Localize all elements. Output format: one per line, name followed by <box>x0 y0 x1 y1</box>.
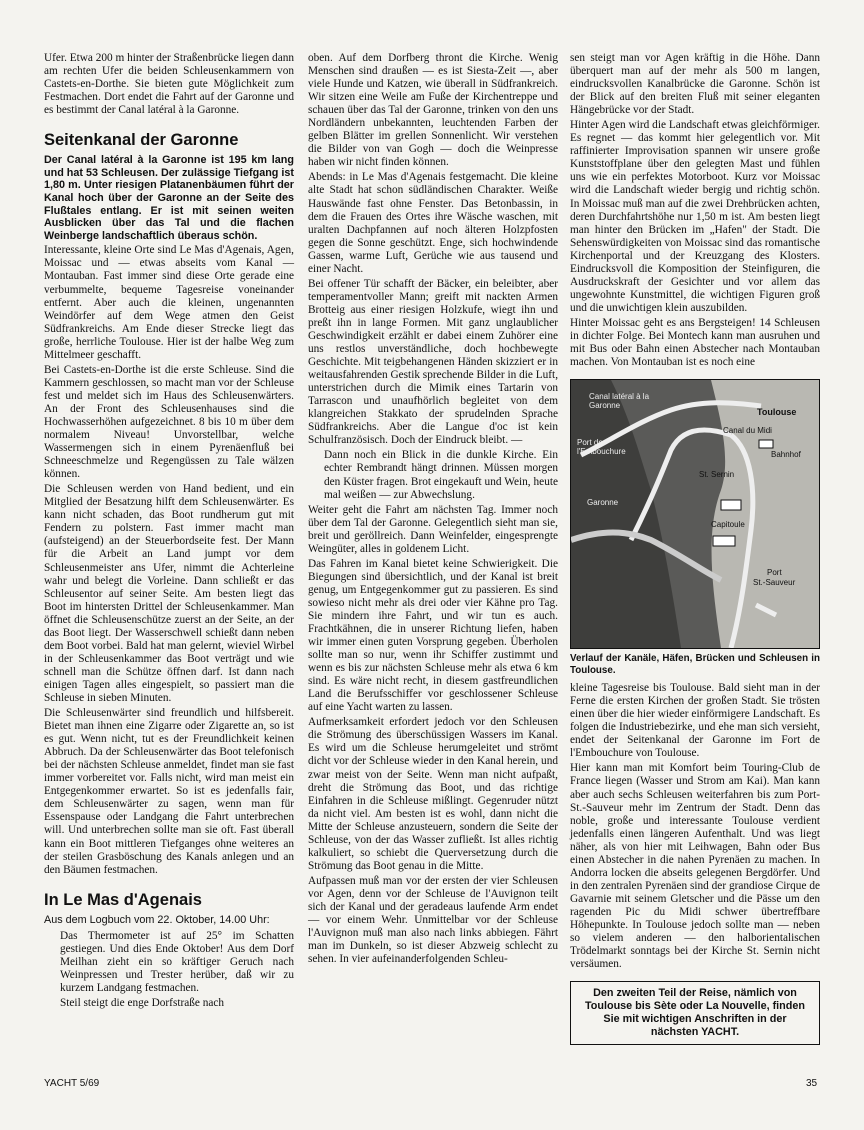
map-label: Garonne <box>587 498 619 508</box>
logbook-entry: Das Thermometer ist auf 25° im Schatten gestiegen. Und dies Ende Oktober! Aus dem Dorf Meilhan zieht ein so kräftiger Geruch nach Weinpressen und Trester herüber, daß wir zu kurzem Landgang festmachen. <box>60 930 294 995</box>
map-graphic <box>571 380 819 648</box>
map-label: Canal latéral à la Garonne <box>589 392 650 411</box>
paragraph: Bei offener Tür schafft der Bäcker, ein beleibter, aber temperamentvoller Mann; greift mit nackten Armen Brotteig aus einer riesigen Holzkufe, wiegt ihn und preßt ihn in lange Formen. Mit ganz unglaublicher Geschwindigkeit erzählt er dabei einem Zuhörer eine uns restlos unverständliche, doch hochbewegte Geschichte. Mit teigbehangenen Händen skizziert er in weitausfahrenden Gestik sprechende Bilder in die Luft, unterstrichen durch die Mimik eines Tartarin von Tarrascon und unaufhörlich begleitet von dem klangreichen Stakkato der sprudelnden Sprache Südfrankreichs. Aber die Langue d'oc ist kein Schulfranzösisch. Doch der Eindruck bleibt. — <box>308 277 559 447</box>
column-3 <box>570 52 820 1045</box>
next-issue-box: Den zweiten Teil der Reise, nämlich von Toulouse bis Sète oder La Nouvelle, finden Sie mit wichtigen Anschriften in der nächsten YACHT. <box>570 981 820 1045</box>
paragraph: Weiter geht die Fahrt am nächsten Tag. Immer noch über dem Tal der Garonne. Gelegentlich sieht man sie, breit und geröllreich. Dann Weinfelder, eingesprengte Weingüter, alles in goldenem Licht. <box>308 503 558 555</box>
paragraph: Hinter Moissac geht es ans Bergsteigen! 14 Schleusen in dichter Folge. Bei Montech kann man ausruhen und mit Bus oder Bahn einen Abstecher nach Montauban machen. Von Montauban ist es noch eine <box>570 316 820 369</box>
column-1 <box>44 52 294 1013</box>
map-label: Port de l'Embouchure <box>577 438 626 457</box>
paragraph: Dann noch ein Blick in die dunkle Kirche. Ein echter Rembrandt hängt drinnen. Müssen morgen den Küster fragen. Brot eingekauft und Wein, heute mal weißen — zur Abwechslung. <box>324 449 558 501</box>
paragraph: Aufpassen muß man vor der ersten der vier Schleusen vor Agen, denn vor der Schleuse de l'Auvignon teilt sich der Kanal und der geradeaus laufende Arm endet — vor einem Wehr. Unmittelbar vor der Schleuse l'Auvignon muß man also nach links abbiegen. Fährt man im Dunkeln, so ist dieser Abzweig schlecht zu sehen. In vier aufeinanderfolgenden Schleu- <box>308 874 558 966</box>
paragraph: Hinter Agen wird die Landschaft etwas gleichförmiger. Es regnet — das kommt hier gelegentlich vor. Mit raffinierter Improvisation spannen wir unsere große Kunststoffplane über den gelegten Mast und fühlen uns wie ein perfektes Motorboot. Kurz vor Moissac wird die Landschaft wieder bergig und richtig schön. In Moissac muß man auf die zwei Drehbrücken achten, deren Durchfahrtshöhe nur 1,50 m ist. Am besten liegt man hinter den Brücken im „Hafen" der Stadt. Die Sehenswürdigkeiten von Moissac sind das romantische Kirchenportal und der Kreuzgang des Klosters. Eindrucksvoll die Komposition der Steinfiguren, die Ausdruckskraft der Gesichter und vor allem das ungewohnte Kunstmittel, die wichtigen Figuren groß und die unwichtigen klein auszubilden. <box>570 119 821 314</box>
paragraph: Bei Castets-en-Dorthe ist die erste Schleuse. Sind die Kammern geschlossen, so macht man vor der Schleuse fest und meldet sich im Haus des Schleusenwärters. An der Front des Schleusenhauses sind die Hochwasserhöhen aufgezeichnet. 8 bis 10 m über dem normalem Niveau! Unvorstellbar, welche Wassermengen sich in einem Pyrenäenfluß bei Schneeschmelze und Regengüssen zu Tale wälzen können. <box>44 363 294 481</box>
paragraph: Ufer. Etwa 200 m hinter der Straßenbrücke liegen dann am rechten Ufer die beiden Schleusenkammern von Castets-en-Dorthe. Sie bieten gute Möglichkeit zum Festmachen. Dort endet die Fahrt auf der Garonne und es bestimmt der Canal latéral à la Garonne. <box>44 52 295 117</box>
paragraph: Abends: in Le Mas d'Agenais festgemacht. Die kleine alte Stadt hat schon südländischen Charakter. Weiße Hauswände fast ohne Fenster. Das Betonbassin, in dem die Frauen des Ortes ihre Wäsche waschen, mit uralten Dachpfannen auf noch älteren Holzpfosten gegen die Sonne geschützt. Enge, sich hochwindende Gassen, warme Luft, Gerüche wie aus tausend und einer Nacht. <box>308 171 558 275</box>
paragraph: Aufmerksamkeit erfordert jedoch vor den Schleusen die Strömung des überschüssigen Wassers im Kanal. Es wird um die Schleuse herumgeleitet und strömt dicht vor der Schleuse wieder in den Kanal herein, und zwar meist von der Seite. Wenn man nicht aufpaßt, dreht die Strömung das Boot, und das richtige Einfahren in die Schleuse mißlingt. Gegenruder nützt da nicht viel. Am besten ist es wohl, dann nicht die Mitte der Schleuse anzusteuern, sondern die Seite der Schleuse, von der das Wasser zufließt. Ist alles richtig kalkuliert, so schiebt die Querversetzung durch die Strömung das Boot genau in die Mitte. <box>308 716 558 872</box>
lead-paragraph: Der Canal latéral à la Garonne ist 195 km lang und hat 53 Schleusen. Der zulässige Tiefgang ist 1,80 m. Unter riesigen Platanenbäumen führt der Kanal hoch über der Garonne an der Seite des Flußtales entlang. Er ist mit seinen weiten Ausblicken über das Tal und die flachen Weinberge landschaftlich überaus schön. <box>44 154 294 242</box>
paragraph: sen steigt man vor Agen kräftig in die Höhe. Dann überquert man auf der mehr als 500 m langen, eindrucksvollen Kanalbrücke die Garonne. Schön ist der Blick auf den breiten Fluß mit seiner eleganten Hängebrücke vor der Stadt. <box>570 52 820 117</box>
map-label: Port <box>767 568 782 578</box>
map-label: St. Sernin <box>699 470 735 480</box>
paragraph: kleine Tagesreise bis Toulouse. Bald sieht man in der Ferne die ersten Kirchen der großen Stadt. Sie trösten einen über die hier wieder einförmigere Landschaft. Es folgen die Industriebezirke, und ehe man sich versieht, endet der Seitenkanal der Garonne im Fort de l'Embouchure von Toulouse. <box>570 682 820 760</box>
map-label: St.-Sauveur <box>753 578 796 588</box>
paragraph: oben. Auf dem Dorfberg thront die Kirche. Wenig Menschen sind draußen — es ist Siesta-Zeit —, aber viele Hunde und Katzen, wie überall in Südfrankreich. Wir sitzen eine Weile am Fuße der Kirchentreppe und schauen über das Tal der Garonne, trinken von den uns Nordländern unbekannten, leuchtenden Farben der gelben Blätter im grellen Sonnenlicht. Wir verstehen die Bilder von van Gogh — doch die Weinpresse haben wir nicht finden können. <box>308 52 558 169</box>
logbook-entry: Steil steigt die enge Dorfstraße nach <box>60 997 225 1010</box>
footer-issue: YACHT 5/69 <box>44 1078 100 1089</box>
column-2 <box>308 52 558 968</box>
map-label: Capitoule <box>711 520 745 530</box>
paragraph: Interessante, kleine Orte sind Le Mas d'Agenais, Agen, Moissac und — etwas abseits vom Kanal — Montauban. Fast immer sind diese Orte gerade eine verbummelte, bequeme Tagesreise voneinander entfernt. Aber auch die kleinen, ungenannten Weindörfer auf dem Wege atmen den Geist Südfrankreichs. Am Ende dieser Strecke liegt das große, herrliche Toulouse. Hier ist der halbe Weg zum Mittelmeer geschafft. <box>44 244 294 361</box>
page-number: 35 <box>806 1078 818 1089</box>
paragraph: Die Schleusenwärter sind freundlich und hilfsbereit. Bietet man ihnen eine Zigarre oder Zigarette an, so ist es gut. Wenn nicht, tut es der Freundlichkeit keinen Abbruch. Da der Schleusenwärter das Boot telefonisch bei der nächsten Schleuse anmeldet, findet man sie fast immer vorbereitet vor. Falls nicht, wird man meist ein Entgegenkommer erwartet. So ist es jedenfalls fair, dem Schleusenwärter zu sagen, wenn man für Essenspause oder Landgang die Fahrt unterbrechen will. Und unterbrechen sollte man sie oft. Fast überall kann ein Boot mittleren Tiefganges ohne weiteres an der steilen Grasböschung des Kanals anlegen und an den Bäumen festmachen. <box>44 707 294 876</box>
section-heading: Seitenkanal der Garonne <box>44 131 239 150</box>
map-label: Canal du Midi <box>723 426 772 436</box>
map-caption: Verlauf der Kanäle, Häfen, Brücken und Schleusen in Toulouse. <box>570 653 820 676</box>
map-label: Toulouse <box>757 407 797 418</box>
map-label: Bahnhof <box>771 450 801 460</box>
logbook-intro: Aus dem Logbuch vom 22. Oktober, 14.00 Uhr: <box>44 913 270 926</box>
section-heading: In Le Mas d'Agenais <box>44 890 202 909</box>
paragraph: Die Schleusen werden von Hand bedient, und ein Mitglied der Besatzung hilft dem Schleusenwärter. Es kann nicht schaden, das Boot rundherum gut mit Fendern zu polstern. Fast immer macht man (aufsteigend) an der Steuerbordseite fest. Der Mann für die Arbeit an Land jumpt vor dem Schleusenmeister ans Ufer, nimmt die Achterleine wahr und belegt die Vorleine. Dann schließt er das Schleusentor auf seiner Seite. Am besten liegt das Boot im hintersten Drittel der Schleusenkammer. Man öffnet die Schleusenschütze zuerst an der Seite, an der das Boot liegt. Der Wasserschwell schießt dann neben dem Boot vorbei. Bald hat man gelernt, wieviel Wirbel in der Schleusenkammer das Boot verträgt und wie schnell man die Schütze öffnen darf. Ist dann nach einigen Tagen alles eingespielt, so passiert man die Schleuse in sieben Minuten. <box>44 483 294 704</box>
toulouse-canal-map <box>570 379 820 649</box>
paragraph: Das Fahren im Kanal bietet keine Schwierigkeit. Die Biegungen sind übersichtlich, und der Kanal ist breit genug, um Entgegenkommer gut zu passieren. Es sind sowieso nicht mehr als drei oder vier Kähne pro Tag. Sie mindern ihre Fahrt, und wir tun es auch. Frachtkähnen, die in unserer Richtung liefen, haben wir immer einen guten Vorsprung gegeben. Überholen sollte man so nur, wenn ihr Schiffer zustimmt und wenn es bis zur nächsten Schleuse mehr als etwa 6 km sind. Es wäre nicht recht, in diesem gastfreundlichen Land die Berufsschiffer vor geschlossener Schleuse auf eine Yacht warten zu lassen. <box>308 557 558 714</box>
paragraph: Hier kann man mit Komfort beim Touring-Club de France liegen (Wasser und Strom am Kai). Man kann aber auch sechs Schleusen weiterfahren bis zum Port-St.-Sauveur mehr im Zentrum der Stadt. Denn das noble, große und interessante Toulouse verdient jedenfalls einen längeren Aufenthalt. Und was liegt näher, als von hier mit Leihwagen, Bahn oder Bus einen Abstecher in die nahen Pyrenäen zu machen. In Andorra locken die abseits gelegenen Bergdörfer. Und in den zentralen Pyrenäen sind der grandiose Cirque de Gavarnie mit seinem Gletscher und die Pässe um den ragenden Pic du Midi schwer übertreffbare Höhepunkte. In Toulouse jedoch sollte man — neben so vielem anderen — den halborientalischen Trödelmarkt sonntags bei der Kirche St. Sernin nicht versäumen. <box>570 762 820 971</box>
